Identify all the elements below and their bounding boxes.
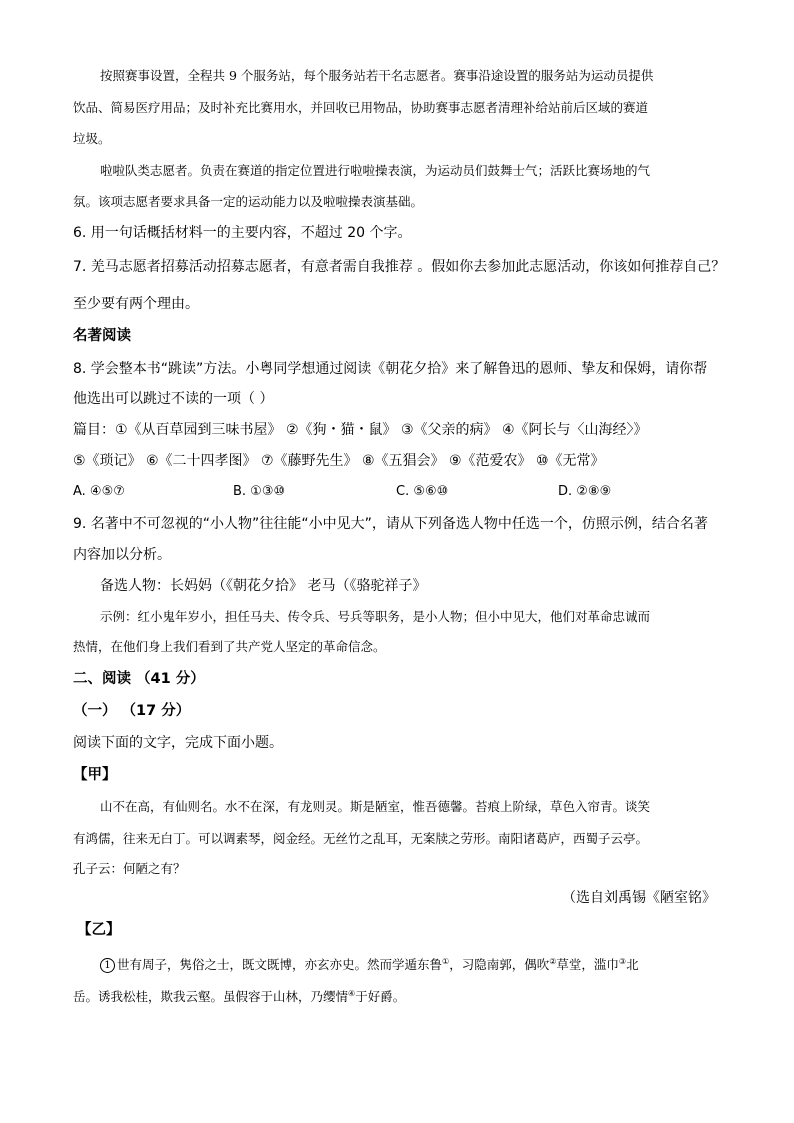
question-8-option-d: D. ②⑧⑨	[558, 484, 612, 499]
section-heading-reading: 二、阅读 （41 分）	[73, 671, 205, 687]
footnote-marker-1: ①	[442, 957, 450, 966]
question-8-chapter-list-2: ⑤《琐记》 ⑥《二十四孝图》 ⑦《藤野先生》 ⑧《五猖会》 ⑨《范爱农》 ⑩《无常》	[73, 453, 605, 469]
question-8-chapter-list-1: 篇目：①《从百草园到三味书屋》 ②《狗・猫・鼠》 ③《父亲的病》 ④《阿长与〈山海经〉》	[73, 422, 648, 438]
passage-yi-line2-text-b: 于好爵。	[355, 989, 406, 1005]
section-heading-mingzhu: 名著阅读	[73, 328, 131, 344]
question-9-candidates: 备选人物：长妈妈（《朝花夕拾》 老马（《骆驼祥子》	[100, 578, 427, 594]
footnote-marker-3: ③	[618, 957, 627, 966]
question-8-option-a: A. ④⑤⑦	[73, 484, 125, 499]
question-9-line1: 9. 名著中不可忽视的“小人物”往往能“小中见大”，请从下列备选人物中任选一个，仿照示例，结合名著	[73, 516, 708, 532]
passage-yi-line2-text-a: 岳。诱我松桂，欺我云壑。虽假容于山林，乃缨情	[73, 989, 349, 1005]
passage-yi-line1-text-d: 北	[626, 957, 639, 973]
question-7-line1: 7. 羌马志愿者招募活动招募志愿者，有意者需自我推荐 。假如你去参加此志愿活动，你该如何推荐自己？	[73, 259, 726, 275]
passage-jia-line2: 有鸿儒，往来无白丁。可以调素琴，阅金经。无丝竹之乱耳，无案牍之劳形。南阳诸葛庐，西蜀子云亭。	[73, 831, 649, 846]
reading-instruction: 阅读下面的文字，完成下面小题。	[73, 735, 283, 751]
footnote-marker-2: ②	[549, 957, 557, 966]
question-8-line2: 他选出可以跳过不读的一项（ ）	[73, 391, 274, 407]
question-9-example-line1: 示例：红小鬼年岁小，担任马夫、传令兵、号兵等职务，是小人物；但小中见大，他们对革命忠诚而	[100, 609, 651, 624]
passage-jia-line3: 孔子云：何陋之有？	[73, 861, 186, 876]
material-p1-line3: 垃圾。	[73, 131, 111, 146]
material-p2-line1: 啦啦队类志愿者。负责在赛道的指定位置进行啦啦操表演，为运动员们鼓舞士气；活跃比赛场地的气	[100, 163, 651, 178]
question-8-option-c: C. ⑤⑥⑩	[396, 484, 449, 499]
paragraph-number-marker: 1	[100, 958, 115, 973]
question-8-option-b: B. ①③⑩	[233, 484, 286, 499]
passage-label-yi: 【乙】	[77, 922, 121, 938]
subsection-one-heading: （一） （17 分）	[73, 703, 191, 719]
question-6: 6. 用一句话概括材料一的主要内容，不超过 20 个字。	[73, 225, 412, 241]
passage-jia-line1: 山不在高，有仙则名。水不在深，有龙则灵。斯是陋室，惟吾德馨。苔痕上阶绿，草色入帘青。谈笑	[100, 799, 651, 814]
material-p2-line2: 氛。该项志愿者要求具备一定的运动能力以及啦啦操表演基础。	[73, 194, 424, 209]
question-8-line1: 8. 学会整本书“跳读”方法。小粤同学想通过阅读《朝花夕拾》来了解鲁迅的恩师、挚友和保姆，请你帮	[73, 361, 708, 377]
passage-yi-line1-text-a: 世有周子，隽俗之士，既文既博，亦玄亦史。然而学遁东鲁	[117, 957, 443, 973]
passage-yi-line2	[73, 984, 405, 1007]
question-9-example-line2: 热情，在他们身上我们看到了共产党人坚定的革命信念。	[73, 639, 386, 654]
passage-yi-line1-text-b: ，习隐南郭，偶吹	[449, 957, 550, 973]
footnote-marker-4: ④	[348, 989, 356, 998]
passage-yi-line1-text-c: 草堂，滥巾	[556, 957, 619, 973]
question-7-line2: 至少要有两个理由。	[73, 296, 199, 312]
material-p1-line2: 饮品、简易医疗用品；及时补充比赛用水，并回收已用物品，协助赛事志愿者清理补给站前后区域的赛道	[73, 100, 649, 115]
passage-yi-line1	[100, 952, 639, 975]
question-9-line2: 内容加以分析。	[73, 547, 171, 563]
material-p1-line1: 按照赛事设置，全程共 9 个服务站，每个服务站若干名志愿者。赛事沿途设置的服务站为运动员提供	[100, 68, 654, 83]
passage-jia-source: （选自刘禹锡《陋室铭》	[562, 890, 716, 906]
passage-label-jia: 【甲】	[73, 767, 117, 783]
